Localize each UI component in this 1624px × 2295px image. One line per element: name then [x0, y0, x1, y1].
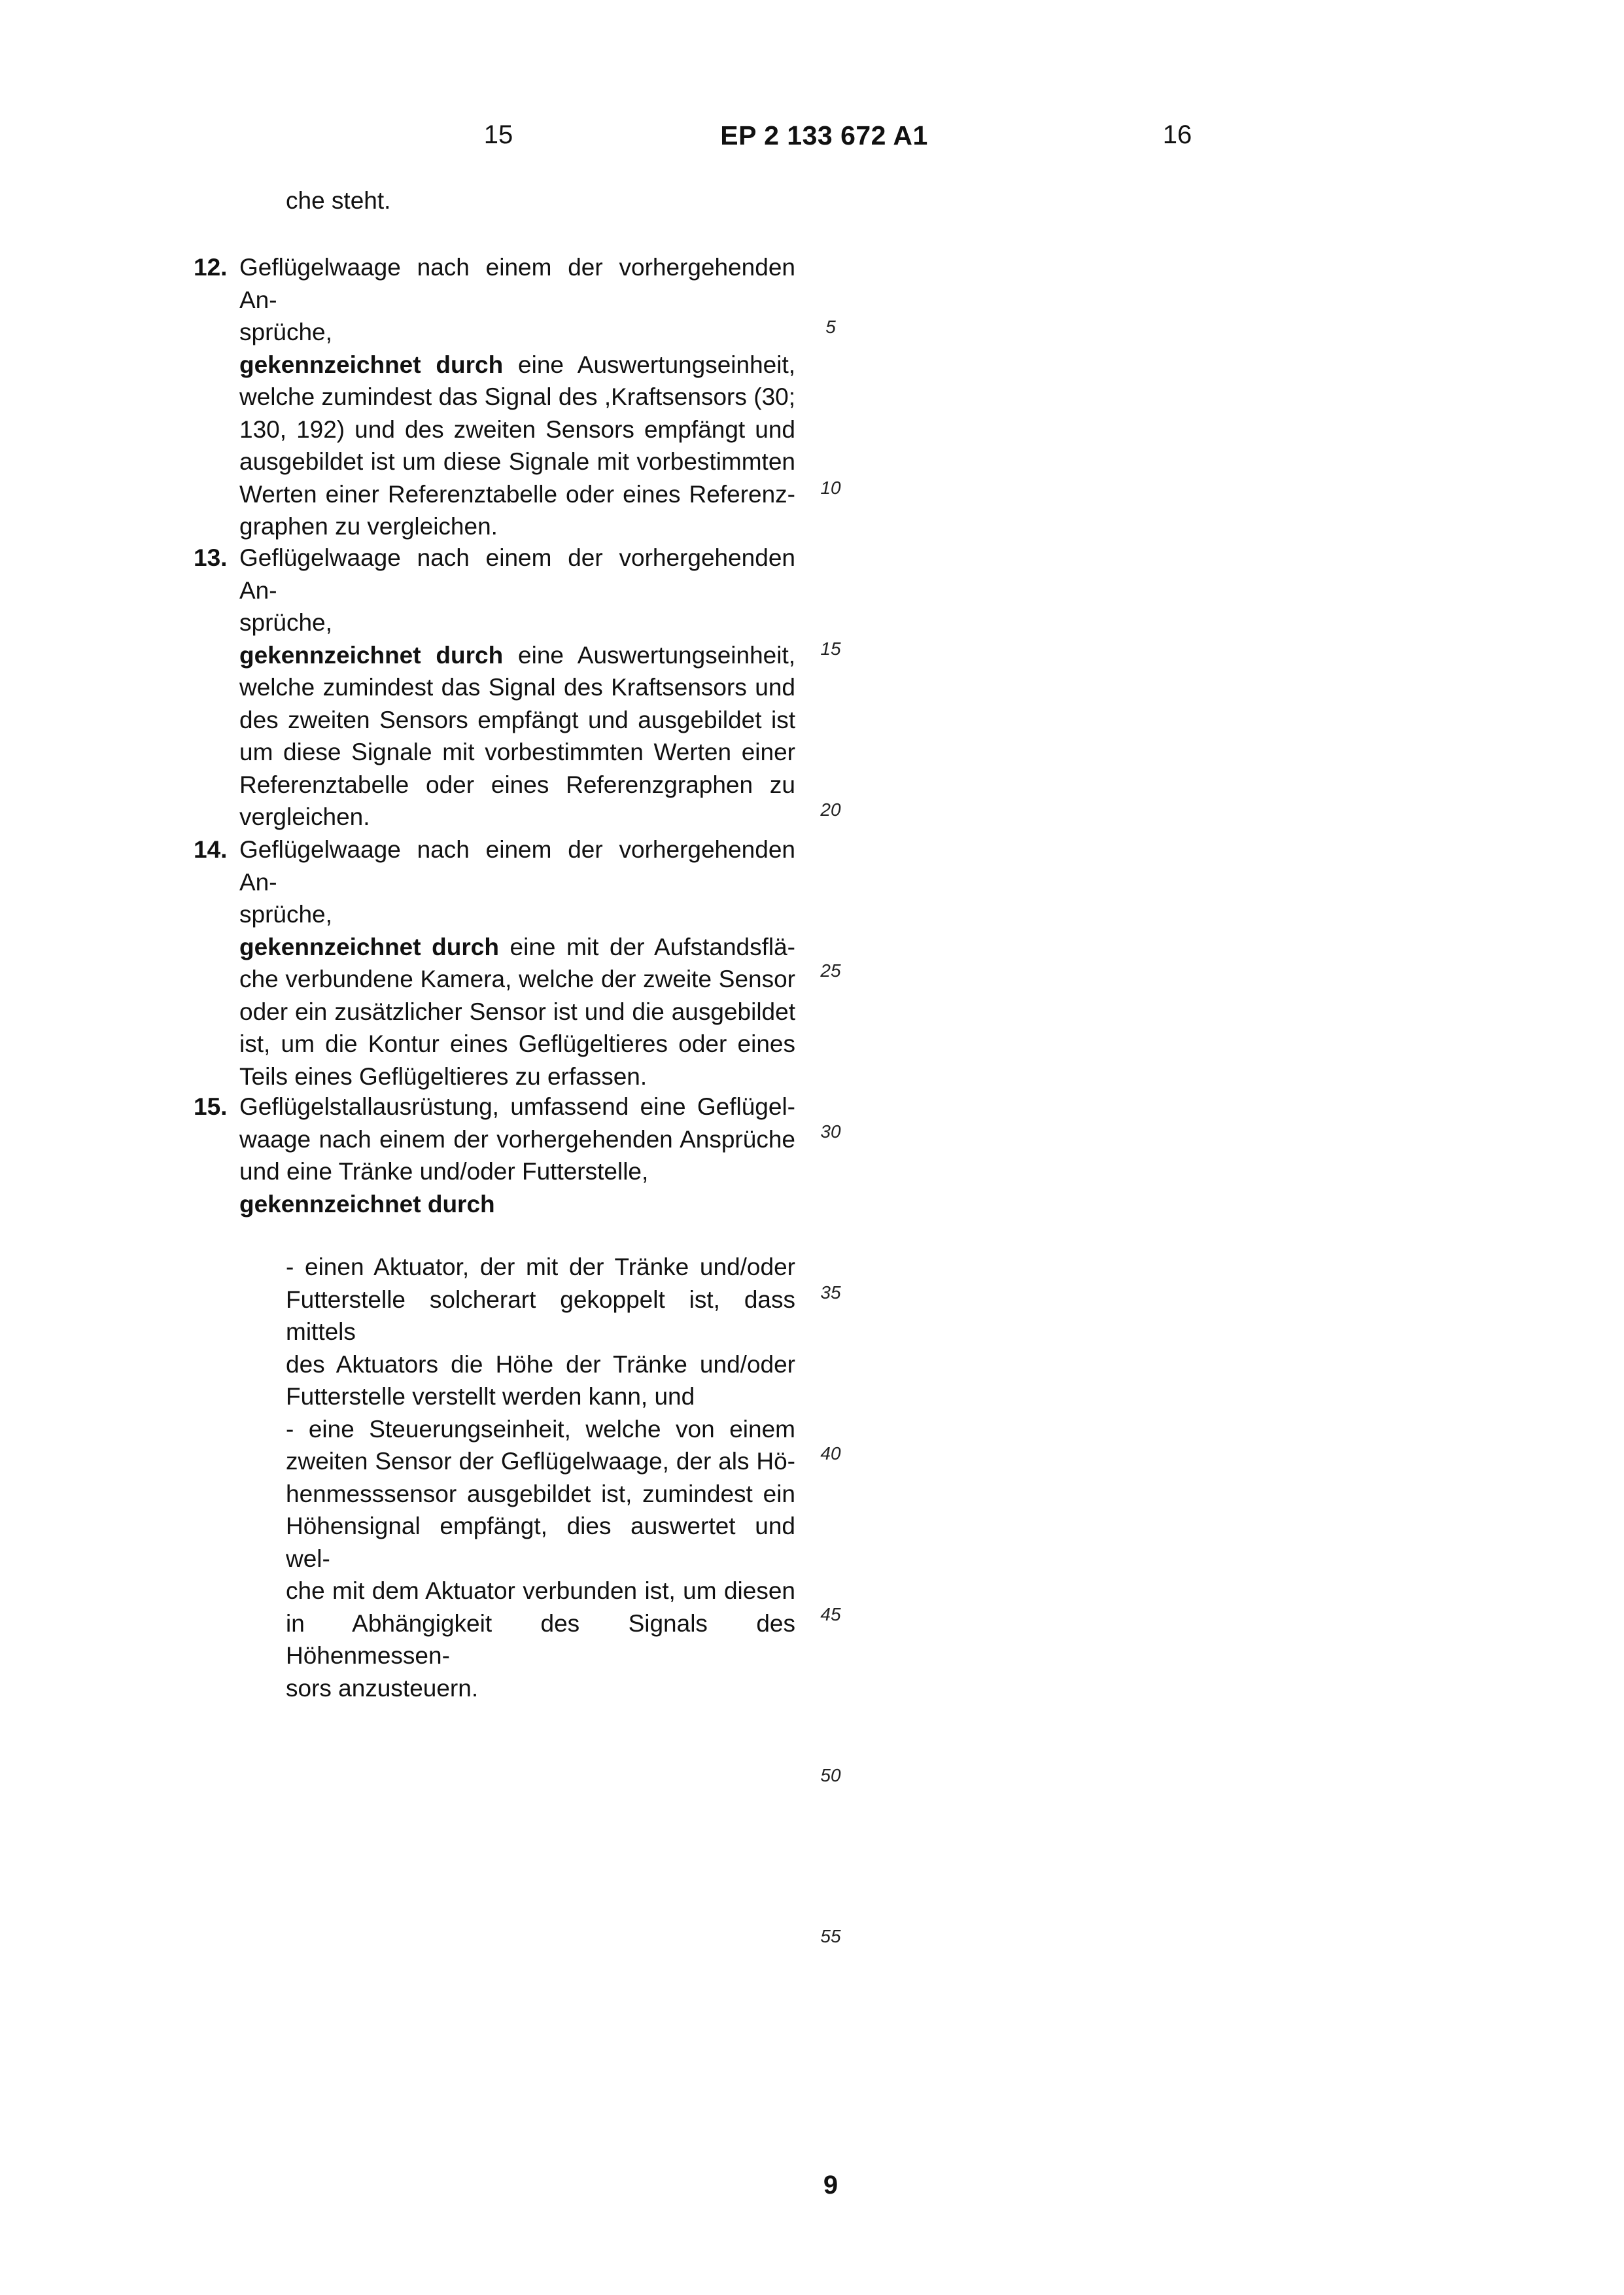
claim-13-line: Geflügelwaage nach einem der vorhergehenden An-	[239, 544, 795, 604]
claim-15-line: und eine Tränke und/oder Futterstelle,	[239, 1158, 649, 1185]
margin-line-number: 45	[820, 1604, 841, 1624]
margin-line-number: 5	[825, 317, 836, 337]
claim-13-number: 13.	[194, 544, 228, 571]
claim-14-line: ist, um die Kontur eines Geflügeltieres oder eines	[239, 1030, 795, 1057]
claim-12-line: graphen zu vergleichen.	[239, 513, 498, 540]
claim-15-sub-line: henmesssensor ausgebildet ist, zumindest ein	[286, 1480, 795, 1507]
claim-13-lead-rest: eine Auswertungseinheit,	[503, 641, 795, 669]
claim-14-line: che verbundene Kamera, welche der zweite Sensor	[239, 966, 795, 992]
claim-15-sub-line: Futterstelle verstellt werden kann, und	[286, 1383, 695, 1410]
margin-line-number: 40	[820, 1443, 841, 1463]
margin-line-number: 15	[820, 639, 841, 659]
claim-13-line: um diese Signale mit vorbestimmten Werten einer	[239, 739, 795, 765]
claim-15-line: Geflügelstallausrüstung, umfassend eine Geflügel-	[239, 1093, 795, 1120]
margin-line-number: 30	[820, 1121, 841, 1142]
claim-12-lead-rest: eine Auswertungseinheit,	[503, 351, 795, 378]
claim-15-sub-line: - eine Steuerungseinheit, welche von einem	[286, 1415, 795, 1443]
claim-15-sub-line: zweiten Sensor der Geflügelwaage, der als Hö-	[286, 1448, 795, 1475]
claim-12-line: ausgebildet ist um diese Signale mit vorbestimmten	[239, 448, 795, 475]
claim-14-line: sprüche,	[239, 901, 332, 928]
claim-12-line: welche zumindest das Signal des ,Kraftsensors (30;	[239, 383, 795, 410]
margin-line-number: 20	[820, 799, 841, 820]
claim-14-line: Geflügelwaage nach einem der vorhergehenden An-	[239, 836, 795, 896]
continuation-text: che steht.	[286, 187, 391, 214]
claim-13-line: des zweiten Sensors empfängt und ausgebildet ist	[239, 706, 795, 733]
claim-13-line: Referenztabelle oder eines Referenzgraphen zu	[239, 771, 795, 798]
claim-14-characterized-by: gekennzeichnet durch	[239, 933, 499, 960]
margin-line-number: 50	[820, 1765, 841, 1785]
claim-13-text	[239, 542, 795, 833]
claim-15-characterized-by: gekennzeichnet durch	[239, 1190, 495, 1218]
claim-13-line: sprüche,	[239, 609, 332, 636]
margin-line-number: 10	[820, 478, 841, 498]
claim-15-text	[239, 1091, 795, 1220]
claim-14-lead-rest: eine mit der Aufstandsflä-	[498, 933, 795, 960]
header-left-page-number: 15	[483, 120, 513, 149]
claim-14-text	[239, 833, 795, 1093]
claim-14-line: Teils eines Geflügeltieres zu erfassen.	[239, 1062, 648, 1090]
claim-15-sub-line: sors anzusteuern.	[286, 1674, 479, 1702]
claim-15-line: waage nach einem der vorhergehenden Ansprüche	[239, 1125, 795, 1153]
claim-12-line: 130, 192) und des zweiten Sensors empfängt und	[239, 415, 795, 443]
claim-15-number: 15.	[194, 1093, 228, 1120]
claim-15-sub-line: che mit dem Aktuator verbunden ist, um diesen	[286, 1577, 795, 1604]
footer-page-number: 9	[823, 2171, 838, 2199]
margin-line-number: 55	[820, 1926, 841, 1946]
claim-15-sub-line: Futterstelle solcherart gekoppelt ist, dass mittels	[286, 1286, 795, 1345]
claim-15-sub-items	[286, 1251, 795, 1704]
claim-12-line: sprüche,	[239, 319, 332, 345]
claim-14-line: oder ein zusätzlicher Sensor ist und die ausgebildet	[239, 998, 795, 1025]
document-number: EP 2 133 672 A1	[720, 120, 928, 150]
claim-12-line: Geflügelwaage nach einem der vorhergehenden An-	[239, 254, 795, 313]
claim-15-sub-line: - einen Aktuator, der mit der Tränke und/oder	[286, 1253, 795, 1280]
claim-13-line: vergleichen.	[239, 803, 370, 830]
claim-12-line: Werten einer Referenztabelle oder eines Referenz-	[239, 480, 795, 508]
header-right-page-number: 16	[1162, 120, 1192, 149]
claim-12-text	[239, 251, 795, 543]
claim-12-number: 12.	[194, 254, 228, 281]
claim-15-sub-line: Höhensignal empfängt, dies auswertet und wel-	[286, 1513, 795, 1572]
claim-14-number: 14.	[194, 836, 228, 863]
claim-13-characterized-by: gekennzeichnet durch	[239, 641, 504, 669]
claim-12-characterized-by: gekennzeichnet durch	[239, 351, 504, 378]
claim-15-sub-line: des Aktuators die Höhe der Tränke und/oder	[286, 1350, 795, 1378]
margin-line-number: 35	[820, 1282, 841, 1303]
margin-line-number: 25	[820, 960, 841, 981]
claim-13-line: welche zumindest das Signal des Kraftsensors und	[239, 674, 795, 701]
claim-15-sub-line: in Abhängigkeit des Signals des Höhenmessen-	[286, 1609, 795, 1669]
